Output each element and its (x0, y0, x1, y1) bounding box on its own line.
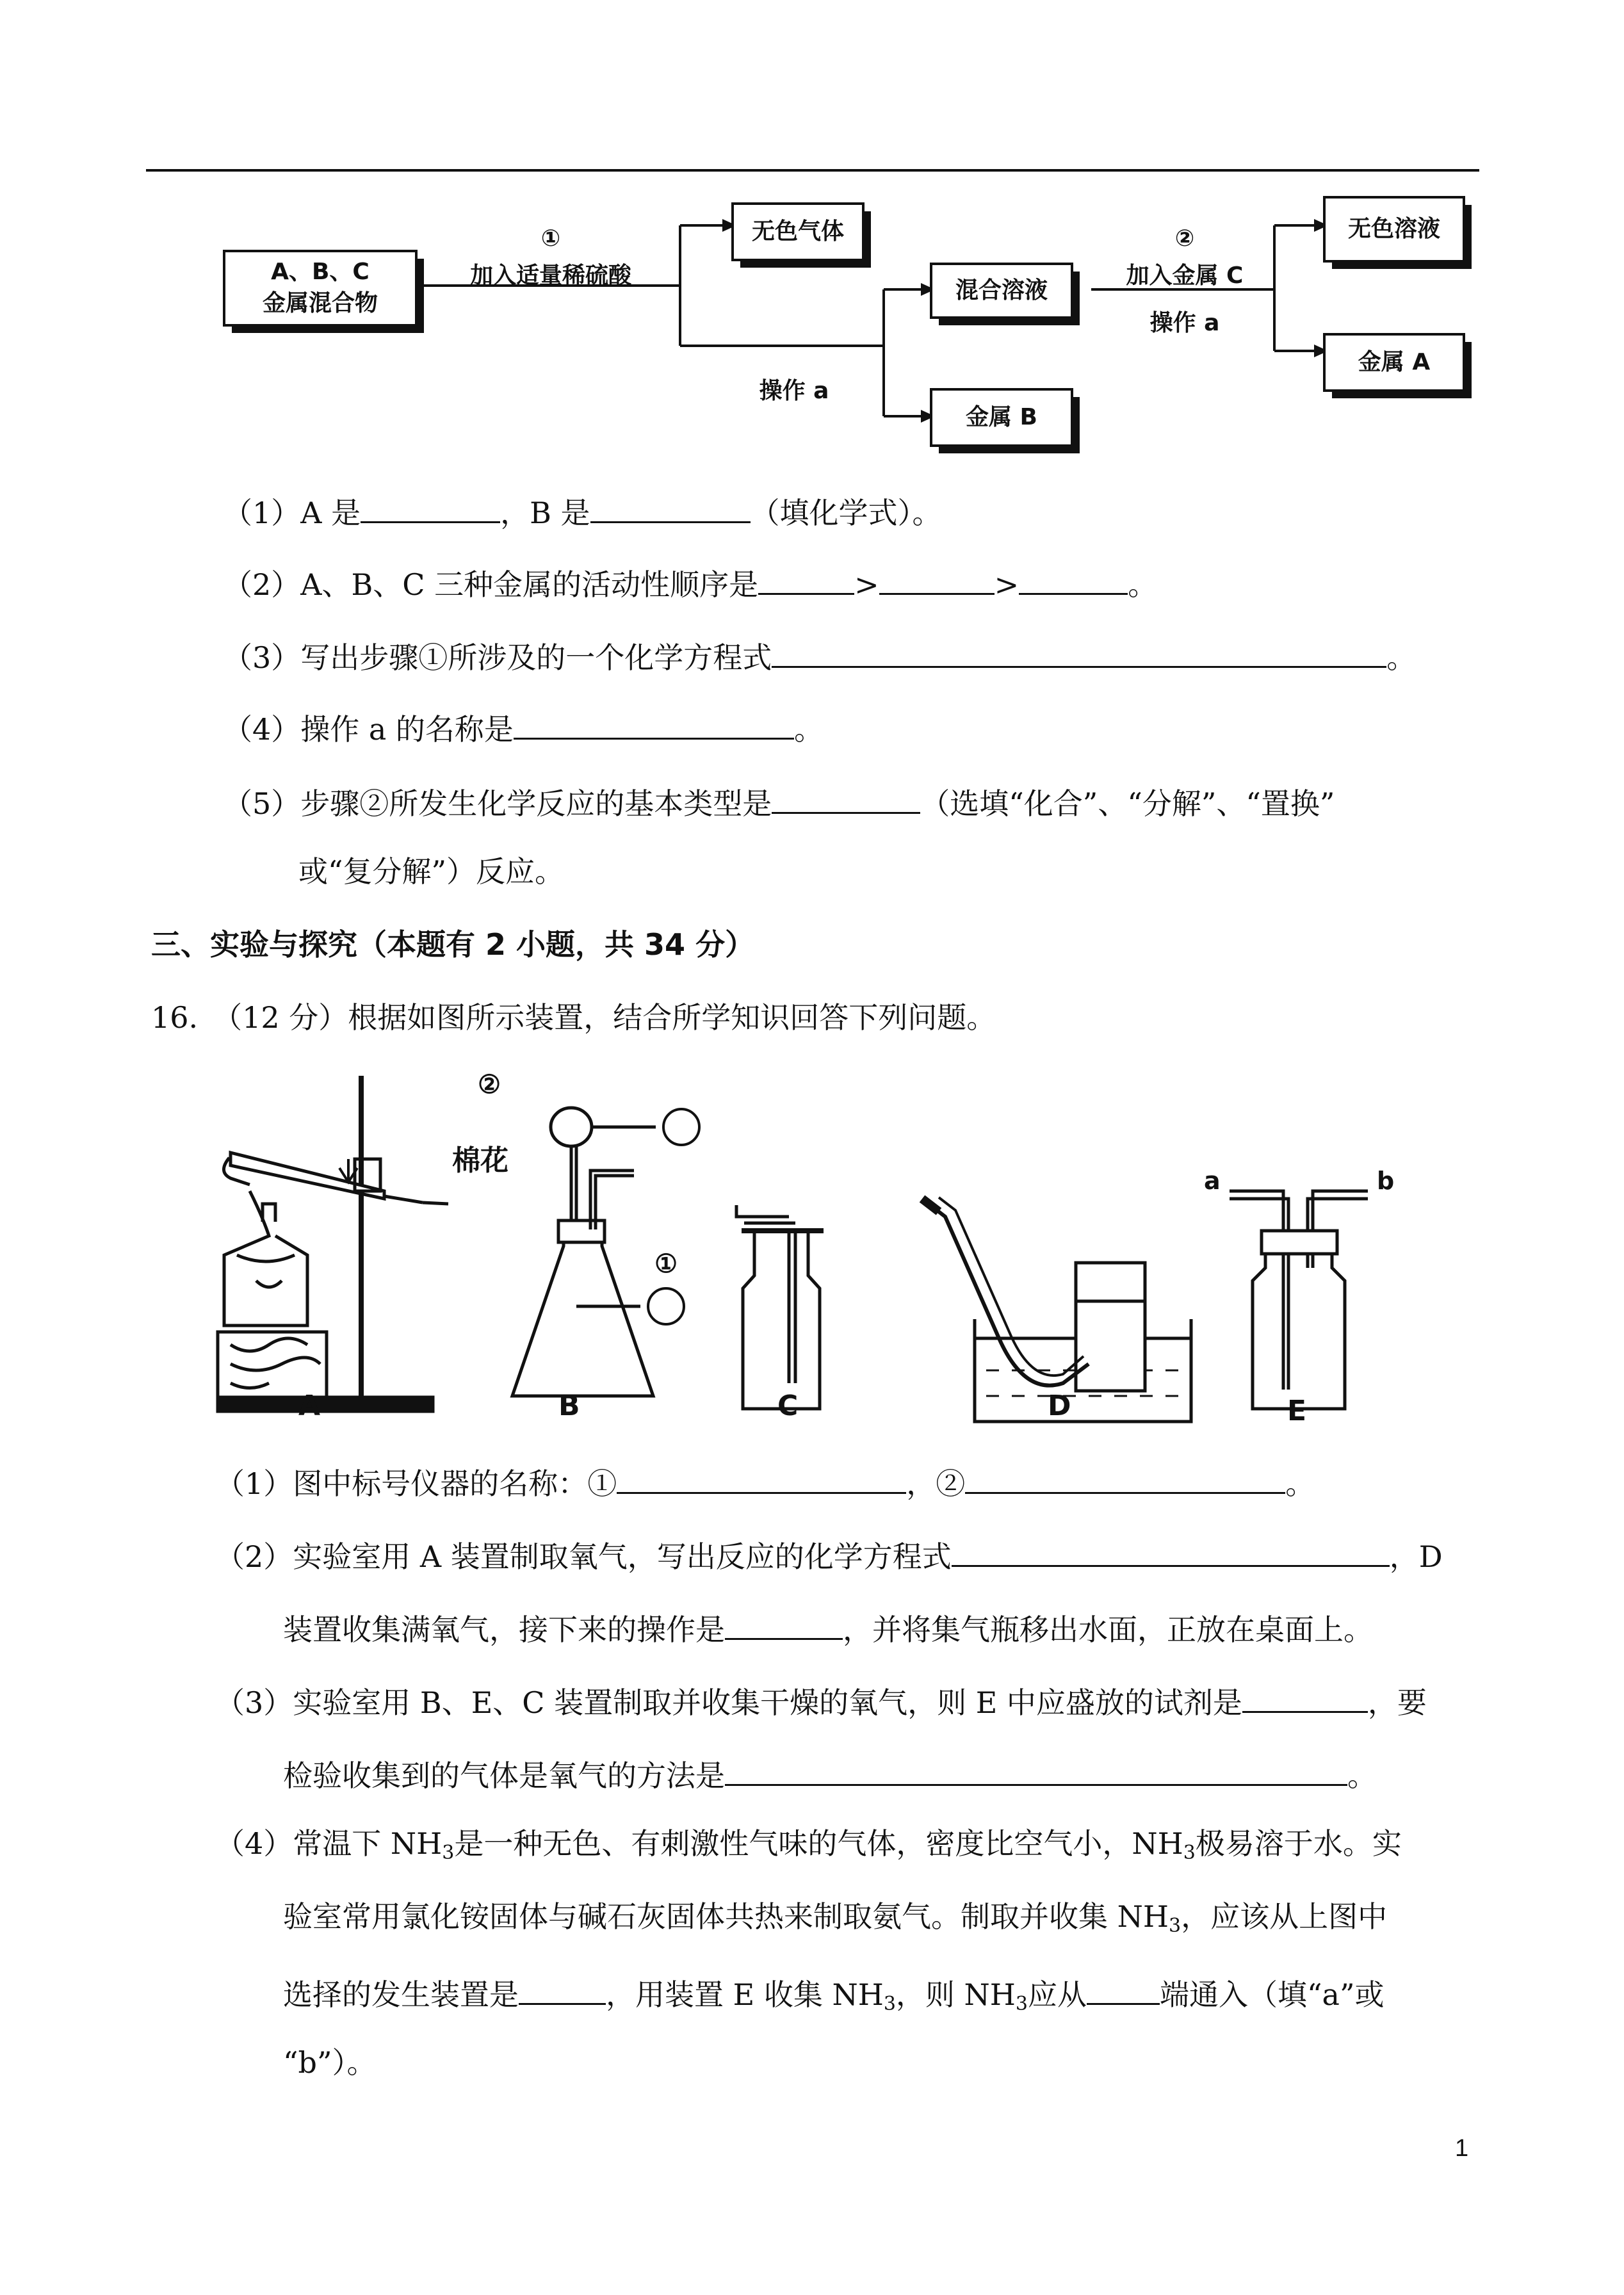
apparatus-label-e: E (1287, 1395, 1307, 1427)
answer-blank-instrument-2[interactable] (965, 1464, 1285, 1494)
q15-p4-text: （4）操作 a 的名称是 (223, 712, 514, 747)
q15-part5-cont: 或“复分解”）反应。 (298, 854, 565, 889)
answer-blank-reaction-type[interactable] (772, 784, 920, 814)
answer-blank-order-1[interactable] (758, 565, 854, 595)
q16-p4-text-f: 选择的发生装置是 (283, 1977, 519, 2012)
q15-part5 (223, 784, 1335, 821)
subscript-3: 3 (883, 1993, 896, 2015)
q16-part3 (215, 1683, 1427, 1720)
callout-number-1: ① (654, 1249, 678, 1279)
subscript-3: 3 (1015, 1993, 1028, 2015)
step1-number: ① (540, 225, 561, 252)
page-number: 1 (1455, 2135, 1469, 2162)
q15-p1-text-c: （填化学式）。 (750, 496, 942, 530)
q16-p2-text-b: ，D (1389, 1539, 1443, 1574)
q15-p1-text-a: （1）A 是 (223, 496, 361, 530)
q16-p3-end: 。 (1347, 1758, 1377, 1793)
apparatus-b-drawing (512, 1108, 656, 1396)
q15-part3 (223, 638, 1417, 675)
q16-p4-text-h: ，则 NH (895, 1977, 1016, 2012)
q15-p4-end: 。 (793, 712, 824, 747)
apparatus-figure (192, 1063, 1460, 1447)
q16-intro: 16. （12 分）根据如图所示装置，结合所学知识回答下列问题。 (151, 1000, 996, 1035)
q16-p3-text-b: ，要 (1367, 1685, 1427, 1720)
port-a-label: a (1204, 1167, 1221, 1195)
subscript-3: 3 (1169, 1915, 1181, 1937)
answer-blank-instrument-1[interactable] (617, 1464, 906, 1494)
apparatus-label-c: C (777, 1390, 799, 1422)
operation-a-label-1: 操作 a (759, 378, 829, 404)
step2-number: ② (1174, 225, 1195, 252)
apparatus-label-d: D (1048, 1390, 1071, 1422)
q15-p3-end: 。 (1386, 640, 1417, 675)
q16-p4-text-g: ，用装置 E 收集 NH (606, 1977, 884, 2012)
q16-p4-text-i: 应从 (1028, 1977, 1087, 2012)
answer-blank-order-3[interactable] (1019, 565, 1128, 595)
subscript-3: 3 (442, 1842, 455, 1864)
step2-label: 加入金属 C (1126, 263, 1244, 289)
subscript-3: 3 (1183, 1842, 1196, 1864)
label-circle-2 (663, 1109, 699, 1145)
q16-p3-text-c: 检验收集到的气体是氧气的方法是 (283, 1758, 725, 1793)
q16-part2 (215, 1537, 1443, 1574)
apparatus-a-drawing (218, 1076, 448, 1411)
mixed-solution-box: 混合溶液 (930, 263, 1073, 319)
q15-p5-text-a: （5）步骤②所发生化学反应的基本类型是 (223, 786, 772, 821)
apparatus-d-drawing (922, 1197, 1191, 1422)
colorless-gas-box: 无色气体 (731, 202, 865, 261)
q15-part4 (223, 710, 824, 747)
q16-p4-text-c: 极易溶于水。实 (1195, 1826, 1402, 1861)
q15-p3-text: （3）写出步骤①所涉及的一个化学方程式 (223, 640, 772, 675)
greater-than-2: > (994, 567, 1019, 602)
q16-part4-line2 (283, 1899, 1388, 1937)
metal-mixture-line2: 金属混合物 (262, 290, 378, 316)
apparatus-label-b: B (558, 1390, 580, 1422)
q16-p4-text-e: ，应该从上图中 (1181, 1899, 1388, 1934)
q16-part3-cont (283, 1756, 1377, 1793)
apparatus-e-drawing (1230, 1191, 1368, 1409)
colorless-solution-box: 无色溶液 (1323, 196, 1465, 263)
operation-a-label-2: 操作 a (1149, 310, 1220, 336)
callout-number-2: ② (478, 1069, 501, 1099)
cotton-label: 棉花 (452, 1144, 508, 1177)
port-b-label: b (1377, 1167, 1395, 1195)
q16-p4-text-d: 验室常用氯化铵固体与碱石灰固体共热来制取氨气。制取并收集 NH (283, 1899, 1169, 1934)
answer-blank-equation[interactable] (772, 638, 1386, 668)
q16-p3-text-a: （3）实验室用 B、E、C 装置制取并收集干燥的氧气，则 E 中应盛放的试剂是 (215, 1685, 1242, 1720)
apparatus-c-drawing (736, 1205, 824, 1409)
q16-part4-line3 (283, 1975, 1384, 2014)
answer-blank-test-method[interactable] (725, 1756, 1347, 1786)
metal-mixture-line1: A、B、C (271, 259, 369, 286)
answer-blank-order-2[interactable] (879, 565, 995, 595)
answer-blank-oxygen-equation[interactable] (952, 1537, 1390, 1567)
q16-part4-line4: “b”）。 (283, 2045, 377, 2080)
answer-blank-generator[interactable] (519, 1975, 606, 2005)
step1-label: 加入适量稀硫酸 (469, 263, 631, 289)
q16-p1-text-a: （1）图中标号仪器的名称：① (215, 1466, 617, 1501)
q16-p1-end: 。 (1285, 1466, 1315, 1501)
answer-blank-next-operation[interactable] (725, 1610, 843, 1640)
answer-blank-inlet-port[interactable] (1087, 1975, 1160, 2005)
q15-p1-text-b: ，B 是 (500, 496, 590, 530)
metal-b-box: 金属 B (930, 388, 1073, 447)
apparatus-label-a: A (298, 1390, 321, 1422)
label-circle-1 (648, 1288, 684, 1324)
q16-p2-text-d: ，并将集气瓶移出水面，正放在桌面上。 (843, 1612, 1373, 1647)
answer-blank-a[interactable] (361, 493, 500, 523)
q16-p2-text-c: 装置收集满氧气，接下来的操作是 (283, 1612, 725, 1647)
q16-p1-text-b: ，② (906, 1466, 966, 1501)
metal-a-box: 金属 A (1323, 333, 1465, 392)
q16-part1 (215, 1464, 1315, 1501)
greater-than-1: > (854, 567, 879, 602)
q16-p4-text-j: 端通入（填“a”或 (1160, 1977, 1384, 2012)
answer-blank-operation[interactable] (514, 710, 794, 740)
q15-p2-text: （2）A、B、C 三种金属的活动性顺序是 (223, 567, 759, 602)
q16-part4 (215, 1826, 1402, 1864)
answer-blank-b[interactable] (590, 493, 751, 523)
q16-p4-text-a: （4）常温下 NH (215, 1826, 443, 1861)
q16-part2-cont (283, 1610, 1373, 1647)
metal-mixture-box (223, 250, 418, 327)
answer-blank-reagent[interactable] (1242, 1683, 1368, 1713)
section-3-heading: 三、实验与探究（本题有 2 小题，共 34 分） (151, 927, 755, 962)
q15-part2 (223, 565, 1158, 602)
q16-p4-text-b: 是一种无色、有刺激性气味的气体，密度比空气小，NH (454, 1826, 1183, 1861)
q15-part1 (223, 493, 942, 528)
q15-p2-end: 。 (1128, 567, 1158, 602)
q16-p2-text-a: （2）实验室用 A 装置制取氧气，写出反应的化学方程式 (215, 1539, 952, 1574)
q15-p5-text-b: （选填“化合”、“分解”、“置换” (920, 786, 1335, 821)
